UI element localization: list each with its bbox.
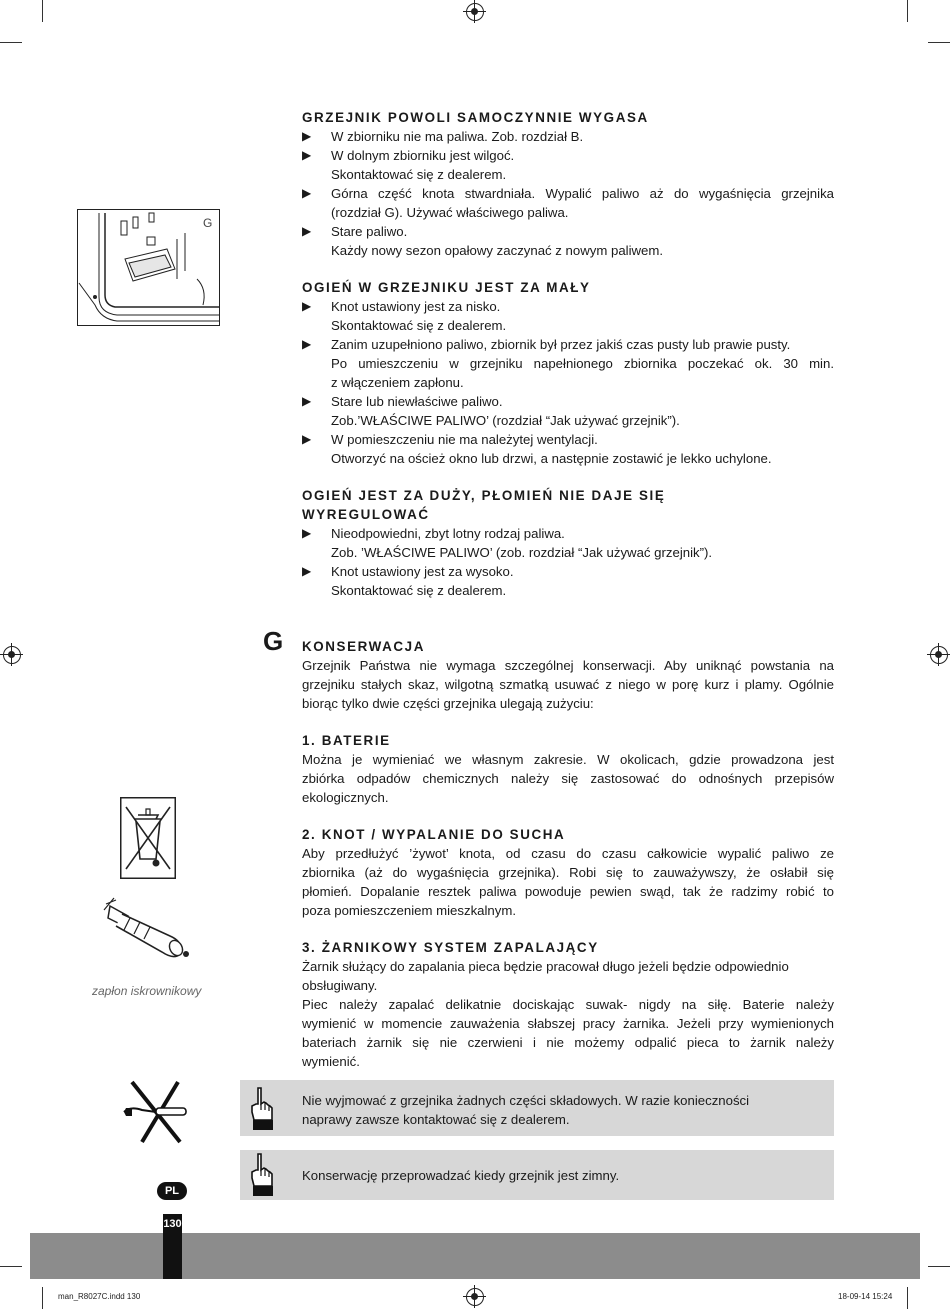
maintenance-section <box>302 637 834 1071</box>
list-item: ▶ W pomieszczeniu nie ma należytej wentylacji. Otworzyć na oścież okno lub drzwi, a następnie zostawić je lekko uchylone. <box>302 432 772 466</box>
crop-mark <box>907 0 908 22</box>
note-text: Nie wyjmować z grzejnika żadnych części składowych. W razie konieczności naprawy zawsze kontaktować się z dealerem. <box>302 1093 750 1127</box>
trouble-section-3 <box>302 486 834 600</box>
crop-mark <box>0 42 22 43</box>
bullet-arrow-icon: ▶ <box>302 564 312 578</box>
crop-mark <box>42 0 43 22</box>
pointing-hand-icon <box>248 1086 276 1137</box>
warning-note <box>240 1150 834 1200</box>
registration-mark-icon <box>466 1288 484 1306</box>
list-item: ▶ W dolnym zbiorniku jest wilgoć. Skontaktować się z dealerem. <box>302 148 515 182</box>
slug-file: man_R8027C.indd 130 <box>58 1292 141 1301</box>
section-heading: OGIEŃ W GRZEJNIKU JEST ZA MAŁY <box>302 280 591 295</box>
crop-mark <box>928 42 950 43</box>
registration-mark-icon <box>930 646 948 664</box>
list-item: ▶ Nieodpowiedni, zbyt lotny rodzaj paliwa. Zob. ’WŁAŚCIWE PALIWO’ (zob. rozdział “Jak używać grzejnik”). <box>302 526 713 560</box>
subsection-heading: 3. ŻARNIKOWY SYSTEM ZAPALAJĄCY <box>302 940 599 955</box>
list-item: ▶ Knot ustawiony jest za wysoko. Skontaktować się z dealerem. <box>302 564 514 598</box>
list-item: ▶ Stare paliwo. Każdy nowy sezon opałowy zaczynać z nowym paliwem. <box>302 224 664 258</box>
language-badge: PL <box>157 1182 187 1200</box>
crop-mark <box>0 1266 22 1267</box>
bullet-arrow-icon: ▶ <box>302 148 312 162</box>
bullet-arrow-icon: ▶ <box>302 186 312 200</box>
section-heading: KONSERWACJA <box>302 639 426 654</box>
section-heading: OGIEŃ JEST ZA DUŻY, PŁOMIEŃ NIE DAJE SIĘ WYREGULOWAĆ <box>302 488 666 522</box>
heater-illustration <box>77 209 220 326</box>
list-item: ▶ Zanim uzupełniono paliwo, zbiornik był przez jakiś czas pusty lub prawie pusty. Po umieszczeniu w grzejniku napełnionego zbiornika poczekać ok. 30 min. z włączeniem zapłonu. <box>302 337 834 390</box>
subsection-heading: 1. BATERIE <box>302 733 391 748</box>
list-item: ▶ Górna część knota stwardniała. Wypalić paliwo aż do wygaśnięcia grzejnika (rozdział G). Używać właściwego paliwa. <box>302 186 834 220</box>
slug-date: 18-09-14 15:24 <box>838 1292 893 1301</box>
maintenance-intro: Grzejnik Państwa nie wymaga szczególnej konserwacji. Aby uniknąć powstania na grzejniku stałych skaz, wilgotną szmatką usuwać z niego w porę kurz i plamy. Ogólnie biorąc tylko dwie części grzejnika ulegają zużyciu: <box>302 658 834 711</box>
bullet-arrow-icon: ▶ <box>302 394 312 408</box>
batteries-text: Można je wymieniać we własnym zakresie. W okolicach, gdzie prowadzona jest zbiórka odpadów chemicznych należy się zastosować do odnośnych przepisów ekologicznych. <box>302 752 834 805</box>
bullet-arrow-icon: ▶ <box>302 224 312 238</box>
crossed-bin-icon <box>120 797 176 879</box>
registration-mark-icon <box>466 3 484 21</box>
crop-mark <box>928 1266 950 1267</box>
bullet-arrow-icon: ▶ <box>302 337 312 351</box>
no-tools-icon <box>122 1078 194 1146</box>
registration-mark-icon <box>3 646 21 664</box>
bullet-arrow-icon: ▶ <box>302 129 312 143</box>
list-item: ▶ W zbiorniku nie ma paliwa. Zob. rozdział B. <box>302 129 584 144</box>
crop-mark <box>907 1287 908 1309</box>
crop-mark <box>42 1287 43 1309</box>
bullet-arrow-icon: ▶ <box>302 526 312 540</box>
trouble-section-1 <box>302 108 834 260</box>
bullet-arrow-icon: ▶ <box>302 299 312 313</box>
figure-letter: G <box>203 216 213 230</box>
igniter-icon <box>100 896 196 960</box>
bullet-arrow-icon: ▶ <box>302 432 312 446</box>
section-letter: G <box>263 626 284 656</box>
section-heading: GRZEJNIK POWOLI SAMOCZYNNIE WYGASA <box>302 110 649 125</box>
list-item: ▶ Knot ustawiony jest za nisko. Skontaktować się z dealerem. <box>302 299 507 333</box>
note-text: Konserwację przeprowadzać kiedy grzejnik jest zimny. <box>302 1168 620 1183</box>
warning-note <box>240 1080 834 1136</box>
trouble-section-2 <box>302 278 834 468</box>
subsection-heading: 2. KNOT / WYPALANIE DO SUCHA <box>302 827 566 842</box>
page-number: 130 <box>163 1218 182 1230</box>
list-item: ▶ Stare lub niewłaściwe paliwo. Zob.’WŁAŚCIWE PALIWO’ (rozdział “Jak używać grzejnik”). <box>302 394 680 428</box>
igniter-caption: zapłon iskrownikowy <box>92 984 202 998</box>
pointing-hand-icon <box>248 1152 276 1203</box>
wick-text: Aby przedłużyć ’żywot’ knota, od czasu do czasu całkowicie wypalić paliwo ze zbiornika (aż do wygaśnięcia grzejnika). Robi się to zauważywszy, że osłabił się płomień. Dopalanie resztek paliwa powoduje pewien swąd, tak że radzimy robić to poza pomieszczeniem mieszkalnym. <box>302 846 834 918</box>
igniter-text: Żarnik służący do zapalania pieca będzie pracował długo jeżeli będzie odpowiednio obsługiwany. Piec należy zapalać delikatnie dociskając suwak- nigdy na siłę. Baterie należy wymienić w momencie zauważenia słabszej pracy żarnika. Jeżeli przy wymienionych bateriach żarnik się nie czerwieni i nie możemy odpalić pieca to żarnik należy wymienić. <box>302 959 834 1069</box>
